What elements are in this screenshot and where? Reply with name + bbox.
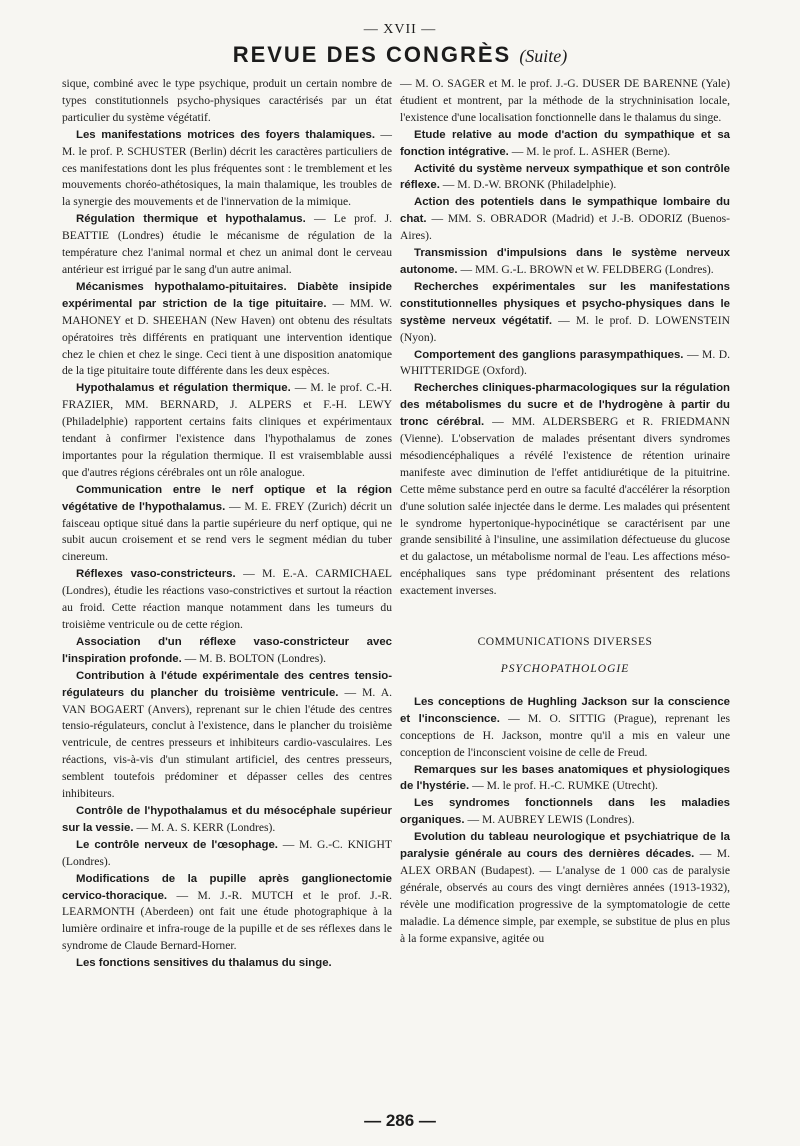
entry-body: — M. le prof. H.-C. RUMKE (Utrecht).	[469, 779, 658, 793]
abstract-entry	[62, 837, 392, 871]
entry-title: Les fonctions sensitives du thalamus du singe.	[76, 957, 332, 970]
right-column	[400, 76, 730, 948]
abstract-entry	[62, 668, 392, 803]
section-heading: COMMUNICATIONS DIVERSES	[477, 636, 653, 649]
entry-title: Evolution du tableau neurologique et psychiatrique de la paralysie générale au cours des dernières décades.	[400, 831, 730, 861]
abstract-entry	[62, 380, 392, 481]
abstract-entry	[62, 482, 392, 567]
entry-title: Remarques sur les bases anatomiques et physiologiques de l'hystérie.	[400, 763, 730, 793]
entry-body: — Le prof. J. BEATTIE (Londres) étudie le mécanisme de régulation de la température chez l'animal normal et chez un animal dont le cerveau antérieur est irrigué par le sang d'un autre animal.	[62, 212, 392, 276]
entry-body: — M. D. WHITTERIDGE (Oxford).	[400, 347, 730, 378]
entry-body: — M. ALEX ORBAN (Budapest). — L'analyse de 1 000 cas de paralysie générale, observés au cours des vingt dernières années (1913-1932), révèle une modification progressive de la symptomatologie de cette maladie. La démence simple, par exemple, se substitue de plus en plus à la forme expansive, agitée ou	[400, 847, 731, 945]
entry-body: — M. le prof. C.-H. FRAZIER, MM. BERNARD, J. ALPERS et F.-H. LEWY (Philadelphie) rapportent certains faits cliniques et expérimentaux tendant à confirmer l'existence dans l'hypothalamus de zones importantes pour la régulation thermique. Il est vraisemblable aussi que d'autres régions cérébrales ont un rôle analogue.	[62, 381, 393, 479]
entry-body: — MM. S. OBRADOR (Madrid) et J.-B. ODORIZ (Buenos-Aires).	[400, 212, 730, 243]
page-title	[0, 42, 800, 68]
entry-body: sique, combiné avec le type psychique, produit un certain nombre de types constitutionnels psycho-physiques caractérisés par un état particulier du système végétatif.	[62, 77, 392, 124]
abstract-entry	[400, 76, 730, 127]
entry-body: — M. AUBREY LEWIS (Londres).	[464, 813, 635, 827]
abstract-entry	[400, 347, 730, 381]
entry-title: Action des potentiels dans le sympathique lombaire du chat.	[400, 196, 730, 226]
entry-title: Contribution à l'étude expérimentale des centres tensio-régulateurs du plancher du troisième ventricule.	[62, 669, 392, 699]
abstract-entry	[400, 194, 730, 245]
entry-body: — M. A. S. KERR (Londres).	[133, 820, 276, 834]
abstract-entry	[62, 211, 392, 279]
abstract-entry	[62, 127, 392, 212]
entry-body: — MM. ALDERSBERG et R. FRIEDMANN (Vienne). L'observation de malades présentant divers syndromes mésodiencéphaliques a révélé l'existence de rétention urinaire manifeste avec diminution de l'effet antidiurétique de la pituitrine. Cette même substance perd en outre sa faculté d'accélérer la résorption d'une solution salée injectée dans le derme. Les malades qui présentent le syndrome hypertonique-hypocinétique se caractérisent par une grande sensibilité à l'insuline, une assimilation défectueuse du glucose et du galactose, un métabolisme normal de l'eau. Les affections méso-encéphaliques sans type prédominant présentent des relations exactement inverses.	[400, 415, 731, 598]
abstract-entry	[400, 694, 730, 762]
entry-title: Les conceptions de Hughling Jackson sur la conscience et l'inconscience.	[400, 695, 730, 725]
entry-body: — M. J.-R. MUTCH et le prof. J.-R. LEARMONTH (Aberdeen) ont fait une étude photographique à la lumière ordinaire et infra-rouge de la pupille et de ses réflexes dans le syndrome de Claude Bernard-Horner.	[62, 888, 392, 953]
entry-body: — M. le prof. P. SCHUSTER (Berlin) décrit les caractères particuliers de ces manifestations dont les plus fréquentes sont : le tremblement et les mouvements choréo-athétosiques, la main thalamique, les troubles de la synergie des mouvements et de l'innervation de la mimique.	[62, 127, 392, 209]
entry-body: — MM. G.-L. BROWN et W. FELDBERG (Londres).	[457, 262, 714, 276]
abstract-entry	[400, 279, 730, 347]
entry-title: Recherches expérimentales sur les manifestations constitutionnelles physiques et psycho-physiques dans le système nerveux végétatif.	[400, 280, 730, 327]
entry-title: Les syndromes fonctionnels dans les maladies organiques.	[400, 797, 730, 827]
entry-title: Activité du système nerveux sympathique et son contrôle réflexe.	[400, 162, 730, 192]
abstract-entry	[400, 245, 730, 279]
entry-body: — M. E.-A. CARMICHAEL (Londres), étudie les réactions vaso-constrictives et surtout la réaction au froid. Cette réaction manque notamment dans les tumeurs du troisième ventricule ou de cette région.	[62, 567, 392, 631]
abstract-entry	[400, 829, 730, 947]
title-text: REVUE DES CONGRÈS	[232, 42, 512, 67]
page-number: — 286 —	[364, 1111, 436, 1130]
entry-title: Comportement des ganglions parasympathiques.	[414, 348, 684, 361]
entry-title: Association d'un réflexe vaso-constricteur avec l'inspiration profonde.	[62, 635, 392, 665]
abstract-entry	[400, 795, 730, 829]
entry-body: — M. le prof. D. LOWENSTEIN (Nyon).	[400, 313, 730, 344]
left-column	[62, 76, 392, 972]
entry-title: Transmission d'impulsions dans le système nerveux autonome.	[400, 247, 730, 276]
title-suite: (Suite)	[519, 46, 568, 66]
entry-title: Régulation thermique et hypothalamus.	[76, 213, 306, 226]
entry-title: Les manifestations motrices des foyers thalamiques.	[76, 128, 376, 141]
entry-title: Recherches cliniques-pharmacologiques sur la régulation des métabolismes du sucre et de l'hydrogène à partir du tronc cérébral.	[400, 382, 730, 429]
entry-title: Mécanismes hypothalamo-pituitaires. Diabète insipide expérimental par striction de la tige pituitaire.	[62, 280, 392, 310]
abstract-entry	[62, 871, 392, 956]
entry-body: — M. le prof. L. ASHER (Berne).	[508, 144, 671, 158]
entry-body: — M. A. VAN BOGAERT (Anvers), reprenant sur le chien l'étude des centres tensio-régulateurs, conclut à l'existence, dans le plancher du troisième ventricule, de centres presseurs et inhibiteurs cardio-vasculaires. Les réactions, vis-à-vis d'un stimulant artificiel, des centres presseurs, semblent toutefois prédominer et dépasser celles des centres inhibiteurs.	[62, 685, 392, 801]
running-head: — XVII —	[363, 22, 437, 37]
entry-title: Modifications de la pupille après ganglionectomie cervico-thoracique.	[62, 872, 392, 902]
entry-title: Contrôle de l'hypothalamus et du mésocéphale supérieur sur la vessie.	[62, 804, 392, 834]
entry-body: — M. E. FREY (Zurich) décrit un faisceau optique situé dans la partie supérieure du nerf optique, qui ne subit aucun croisement et se rend vers le segment médian du tuber cinereum.	[62, 499, 392, 564]
abstract-entry	[62, 955, 392, 972]
entry-body: — M. G.-C. KNIGHT (Londres).	[62, 837, 392, 868]
abstract-entry	[62, 279, 392, 380]
entry-title: Hypothalamus et régulation thermique.	[76, 382, 291, 395]
abstract-entry	[400, 762, 730, 796]
abstract-entry	[400, 127, 730, 161]
abstract-entry	[400, 161, 730, 195]
entry-body: — M. O. SAGER et M. le prof. J.-G. DUSER DE BARENNE (Yale) étudient et montrent, par la méthode de la strychninisation locale, l'existence d'une localisation fonctionnelle dans le thalamus du singe.	[400, 77, 730, 124]
abstract-entry	[400, 380, 730, 600]
entry-title: Communication entre le nerf optique et la région végétative de l'hypothalamus.	[62, 483, 392, 513]
abstract-entry	[62, 566, 392, 634]
entry-body: — M. D.-W. BRONK (Philadelphie).	[439, 178, 617, 192]
section-subheading: PSYCHOPATHOLOGIE	[500, 663, 630, 675]
entry-title: Etude relative au mode d'action du sympathique et sa fonction intégrative.	[400, 128, 730, 158]
entry-body: — M. O. SITTIG (Prague), reprenant les conceptions de H. Jackson, montre qu'il a mis en valeur une conception de l'inconscient voisine de celle de Freud.	[400, 711, 730, 759]
entry-title: Le contrôle nerveux de l'œsophage.	[76, 838, 278, 851]
abstract-entry	[62, 634, 392, 668]
abstract-entry	[62, 803, 392, 837]
entry-body: — M. B. BOLTON (Londres).	[181, 651, 327, 665]
entry-body: — MM. W. MAHONEY et D. SHEEHAN (New Haven) ont obtenu des résultats opératoires très différents en pratiquant une intervention identique chez le chien et chez le singe. Ceci tient à une disposition anatomique de la tige pituitaire toute différente dans les deux espèces.	[62, 296, 393, 378]
entry-title: Réflexes vaso-constricteurs.	[76, 568, 236, 581]
abstract-entry	[62, 76, 392, 127]
